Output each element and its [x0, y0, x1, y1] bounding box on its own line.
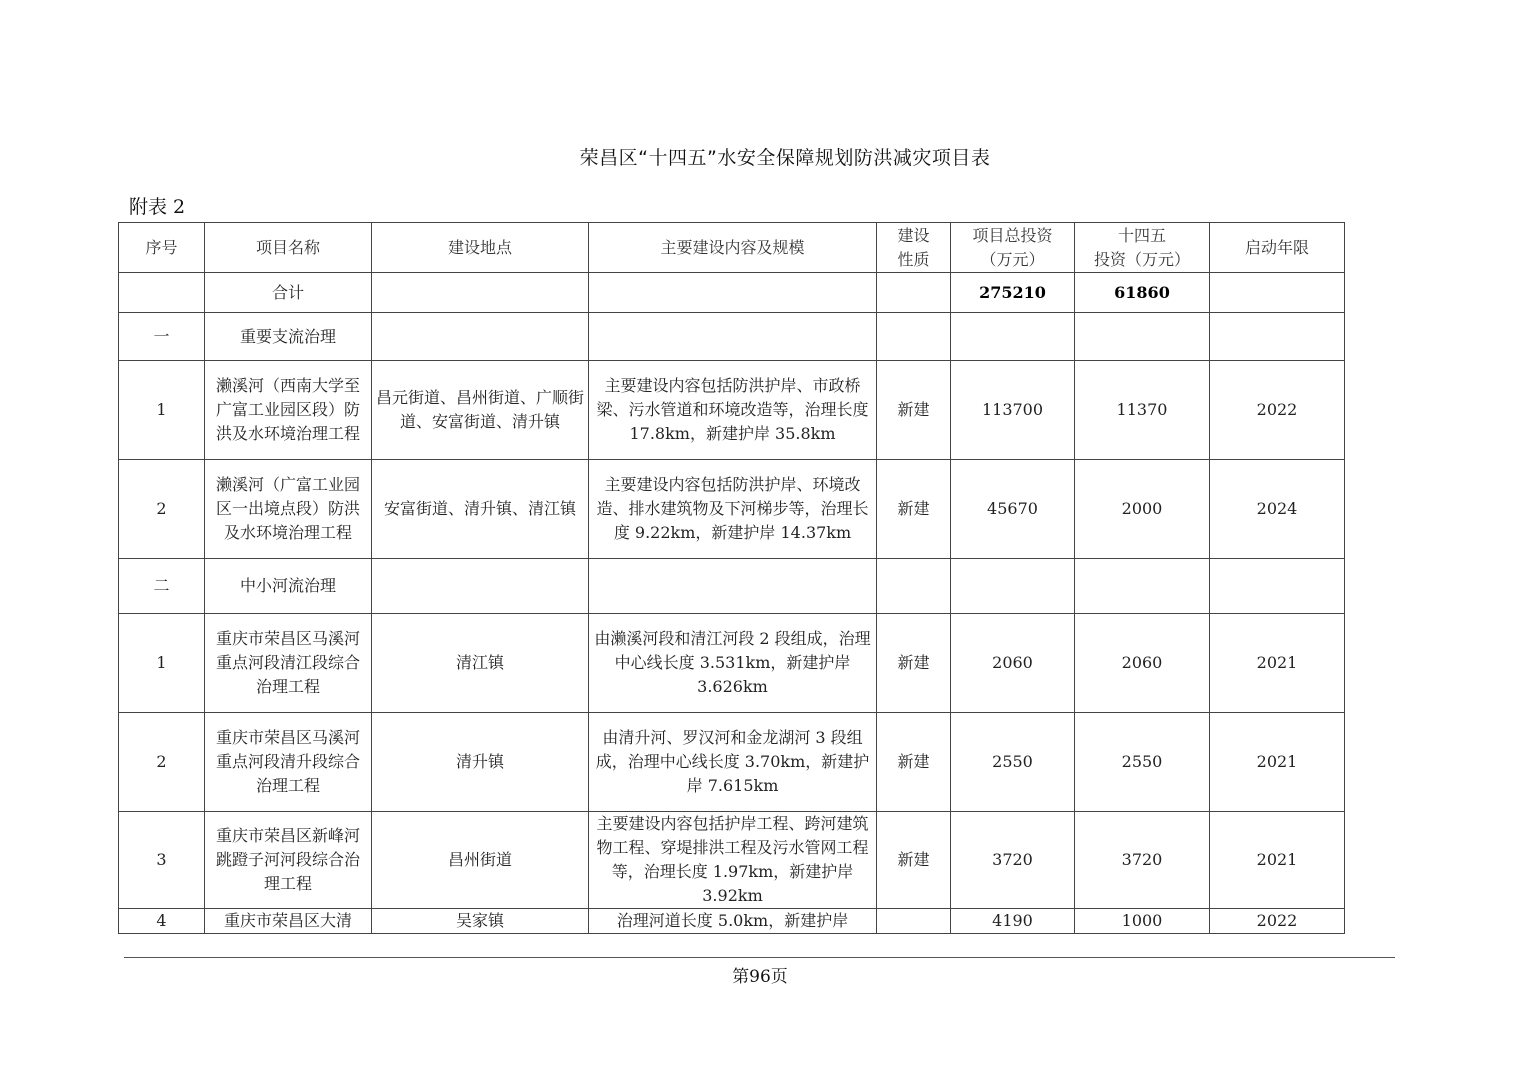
header-total	[951, 223, 1075, 273]
row-content: 由清升河、罗汉河和金龙湖河 3 段组成，治理中心线长度 3.70km，新建护岸 7.615km	[589, 713, 877, 812]
total-nature	[877, 273, 951, 313]
row-location: 安富街道、清升镇、清江镇	[372, 460, 589, 559]
row-total: 3720	[951, 812, 1075, 909]
row-plan: 3720	[1075, 812, 1210, 909]
total-start	[1210, 273, 1345, 313]
total-investment: 275210	[951, 273, 1075, 313]
row-plan: 11370	[1075, 361, 1210, 460]
row-total: 45670	[951, 460, 1075, 559]
row-start: 2024	[1210, 460, 1345, 559]
row-name: 重庆市荣昌区大清	[205, 909, 372, 934]
table-row	[119, 812, 1345, 909]
table-header-row	[119, 223, 1345, 273]
row-total: 2060	[951, 614, 1075, 713]
row-nature: 新建	[877, 460, 951, 559]
header-plan-line1: 十四五	[1117, 225, 1166, 245]
header-nature-line1: 建设	[897, 225, 930, 245]
row-nature: 新建	[877, 614, 951, 713]
total-label: 合计	[205, 273, 372, 313]
row-location: 清江镇	[372, 614, 589, 713]
row-name: 重庆市荣昌区马溪河重点河段清江段综合治理工程	[205, 614, 372, 713]
section-row	[119, 313, 1345, 361]
header-nature	[877, 223, 951, 273]
row-content: 主要建设内容包括护岸工程、跨河建筑物工程、穿堤排洪工程及污水管网工程等，治理长度 1.97km，新建护岸 3.92km	[589, 812, 877, 909]
row-nature: 新建	[877, 361, 951, 460]
header-content: 主要建设内容及规模	[589, 223, 877, 273]
row-nature: 新建	[877, 812, 951, 909]
header-plan	[1075, 223, 1210, 273]
section-seq: 二	[119, 559, 205, 614]
table-row	[119, 713, 1345, 812]
row-name: 濑溪河（西南大学至广富工业园区段）防洪及水环境治理工程	[205, 361, 372, 460]
header-plan-line2: 投资（万元）	[1093, 249, 1190, 269]
row-location: 昌州街道	[372, 812, 589, 909]
row-location: 吴家镇	[372, 909, 589, 934]
row-content: 由濑溪河段和清江河段 2 段组成，治理中心线长度 3.531km，新建护岸 3.626km	[589, 614, 877, 713]
row-total: 113700	[951, 361, 1075, 460]
header-location: 建设地点	[372, 223, 589, 273]
row-content: 主要建设内容包括防洪护岸、市政桥梁、污水管道和环境改造等，治理长度 17.8km，新建护岸 35.8km	[589, 361, 877, 460]
row-location: 清升镇	[372, 713, 589, 812]
row-name: 重庆市荣昌区马溪河重点河段清升段综合治理工程	[205, 713, 372, 812]
header-start: 启动年限	[1210, 223, 1345, 273]
total-plan-investment: 61860	[1075, 273, 1210, 313]
header-nature-line2: 性质	[897, 249, 930, 269]
row-start: 2022	[1210, 909, 1345, 934]
row-start: 2021	[1210, 614, 1345, 713]
row-nature: 新建	[877, 713, 951, 812]
header-total-line2: （万元）	[980, 249, 1045, 269]
row-seq: 1	[119, 614, 205, 713]
section-seq: 一	[119, 313, 205, 361]
header-seq: 序号	[119, 223, 205, 273]
section-row	[119, 559, 1345, 614]
row-seq: 2	[119, 713, 205, 812]
row-location: 昌元街道、昌州街道、广顺街道、安富街道、清升镇	[372, 361, 589, 460]
header-total-line1: 项目总投资	[972, 225, 1053, 245]
row-start: 2021	[1210, 713, 1345, 812]
row-plan: 2060	[1075, 614, 1210, 713]
row-plan: 2550	[1075, 713, 1210, 812]
row-plan: 1000	[1075, 909, 1210, 934]
footer-divider	[124, 957, 1395, 958]
total-content	[589, 273, 877, 313]
row-total: 2550	[951, 713, 1075, 812]
table-row	[119, 361, 1345, 460]
table-row	[119, 614, 1345, 713]
row-start: 2022	[1210, 361, 1345, 460]
header-name: 项目名称	[205, 223, 372, 273]
section-name: 重要支流治理	[205, 313, 372, 361]
row-total: 4190	[951, 909, 1075, 934]
total-seq	[119, 273, 205, 313]
row-content: 治理河道长度 5.0km，新建护岸	[589, 909, 877, 934]
total-row	[119, 273, 1345, 313]
table-row	[119, 460, 1345, 559]
row-seq: 2	[119, 460, 205, 559]
row-start: 2021	[1210, 812, 1345, 909]
row-plan: 2000	[1075, 460, 1210, 559]
section-name: 中小河流治理	[205, 559, 372, 614]
row-nature	[877, 909, 951, 934]
page-number: 第96页	[732, 967, 788, 987]
row-content: 主要建设内容包括防洪护岸、环境改造、排水建筑物及下河梯步等，治理长度 9.22km，新建护岸 14.37km	[589, 460, 877, 559]
total-location	[372, 273, 589, 313]
row-seq: 4	[119, 909, 205, 934]
table-row	[119, 909, 1345, 934]
project-table	[118, 222, 1345, 934]
row-seq: 3	[119, 812, 205, 909]
row-name: 重庆市荣昌区新峰河跳蹬子河河段综合治理工程	[205, 812, 372, 909]
row-seq: 1	[119, 361, 205, 460]
page-title: 荣昌区“十四五”水安全保障规划防洪减灾项目表	[579, 147, 991, 169]
row-name: 濑溪河（广富工业园区一出境点段）防洪及水环境治理工程	[205, 460, 372, 559]
appendix-label: 附表 2	[129, 196, 186, 218]
